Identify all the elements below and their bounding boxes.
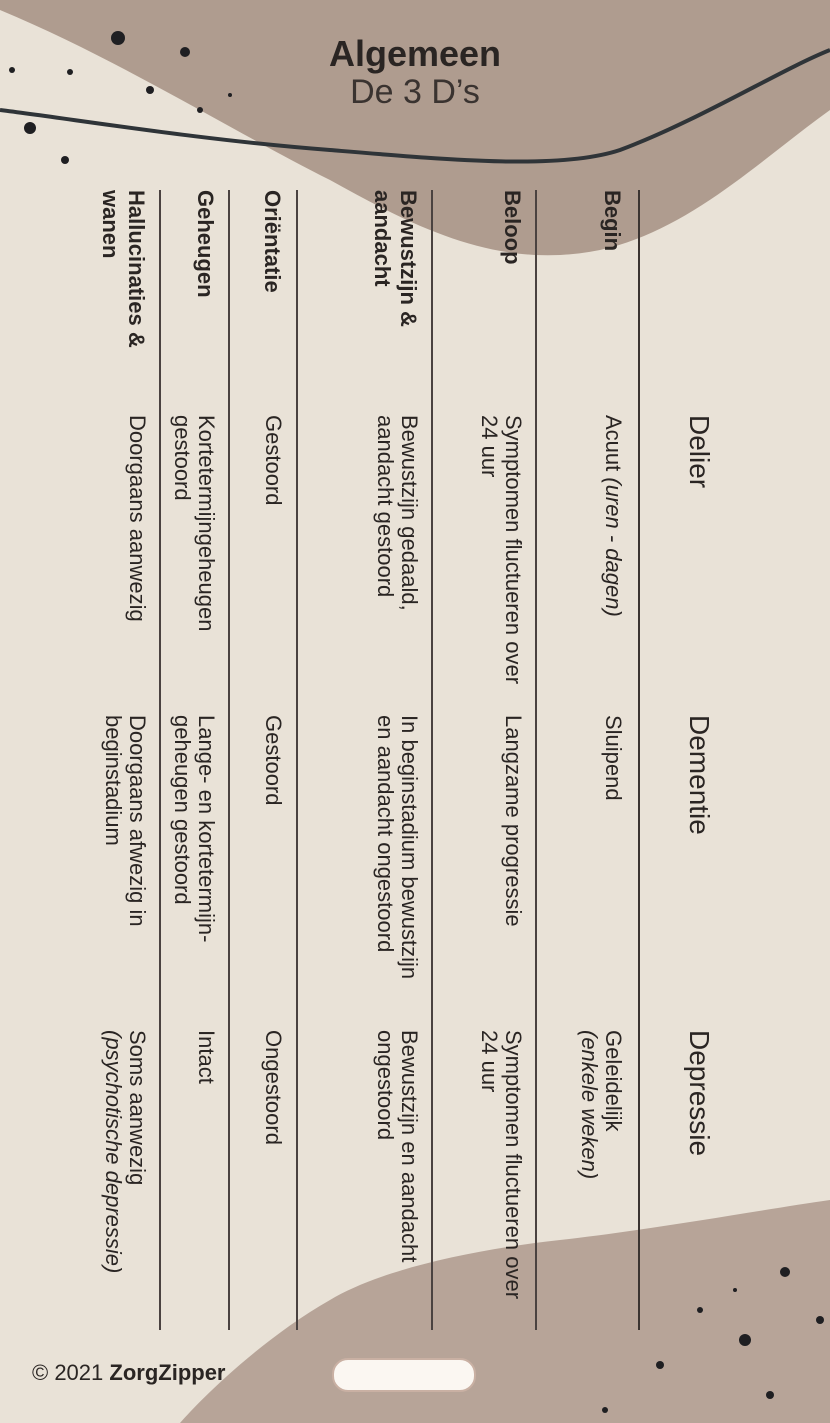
page-subtitle: De 3 D’s	[350, 73, 480, 111]
home-indicator-button[interactable]	[332, 1358, 476, 1392]
row-label-orientatie: Oriëntatie	[260, 190, 285, 293]
column-header-delier: Delier	[684, 415, 715, 489]
table-row	[89, 190, 149, 1330]
table-row	[138, 190, 218, 1330]
cell-bewustzijn-depressie: Bewustzijn en aandacht ongestoord	[373, 1030, 422, 1263]
row-label-bewustzijn: Bewustzijn & aandacht	[370, 190, 421, 327]
column-header-dementie: Dementie	[684, 715, 715, 835]
cell-geheugen-dementie: Lange- en kortetermijn- geheugen gestoord	[170, 715, 219, 943]
row-divider	[432, 190, 434, 1330]
cell-orientatie-delier: Gestoord	[261, 415, 286, 506]
row-label-hallucinaties: Hallucinaties & wanen	[98, 190, 149, 348]
cell-orientatie-depressie: Ongestoord	[261, 1030, 286, 1145]
cell-beloop-dementie: Langzame progressie	[501, 715, 526, 927]
brand-name: ZorgZipper	[109, 1360, 226, 1385]
page-title: Algemeen	[328, 33, 502, 74]
cell-orientatie-dementie: Gestoord	[261, 715, 286, 806]
cell-geheugen-delier: Kortetermijngeheugen gestoord	[170, 415, 219, 632]
cell-begin-depressie: Geleidelijk (enkele weken)	[577, 1030, 626, 1180]
cell-begin-dementie: Sluipend	[601, 715, 626, 801]
column-header-depressie: Depressie	[684, 1030, 715, 1157]
row-divider	[536, 190, 538, 1330]
table-row	[235, 190, 285, 1330]
copyright-text: © 2021	[32, 1360, 104, 1385]
table-row	[311, 190, 421, 1330]
row-divider	[229, 190, 231, 1330]
cell-hallucinaties-depressie: Soms aanwezig (psychotische depressie)	[101, 1030, 150, 1274]
page-header	[0, 34, 830, 110]
cell-hallucinaties-delier: Doorgaans aanwezig	[125, 415, 150, 622]
cell-bewustzijn-delier: Bewustzijn gedaald, aandacht gestoord	[373, 415, 422, 611]
cell-geheugen-depressie: Intact	[194, 1030, 219, 1084]
header-divider	[638, 190, 640, 1330]
cell-bewustzijn-dementie: In beginstadium bewustzijn en aandacht ongestoord	[373, 715, 422, 980]
row-label-geheugen: Geheugen	[193, 190, 218, 298]
row-label-begin: Begin	[600, 190, 625, 252]
cell-begin-delier: Acuut (uren - dagen)	[601, 415, 626, 617]
cell-beloop-depressie: Symptomen fluctueren over 24 uur	[477, 1030, 526, 1300]
copyright-footer	[32, 1360, 226, 1386]
comparison-table	[95, 190, 735, 1330]
table-row	[445, 190, 525, 1330]
table-row	[545, 190, 625, 1330]
row-divider	[160, 190, 162, 1330]
cell-beloop-delier: Symptomen fluctueren over 24 uur	[477, 415, 526, 685]
cell-hallucinaties-dementie: Doorgaans afwezig in beginstadium	[101, 715, 150, 927]
row-label-beloop: Beloop	[500, 190, 525, 265]
table-header	[645, 190, 735, 1330]
row-divider	[297, 190, 299, 1330]
